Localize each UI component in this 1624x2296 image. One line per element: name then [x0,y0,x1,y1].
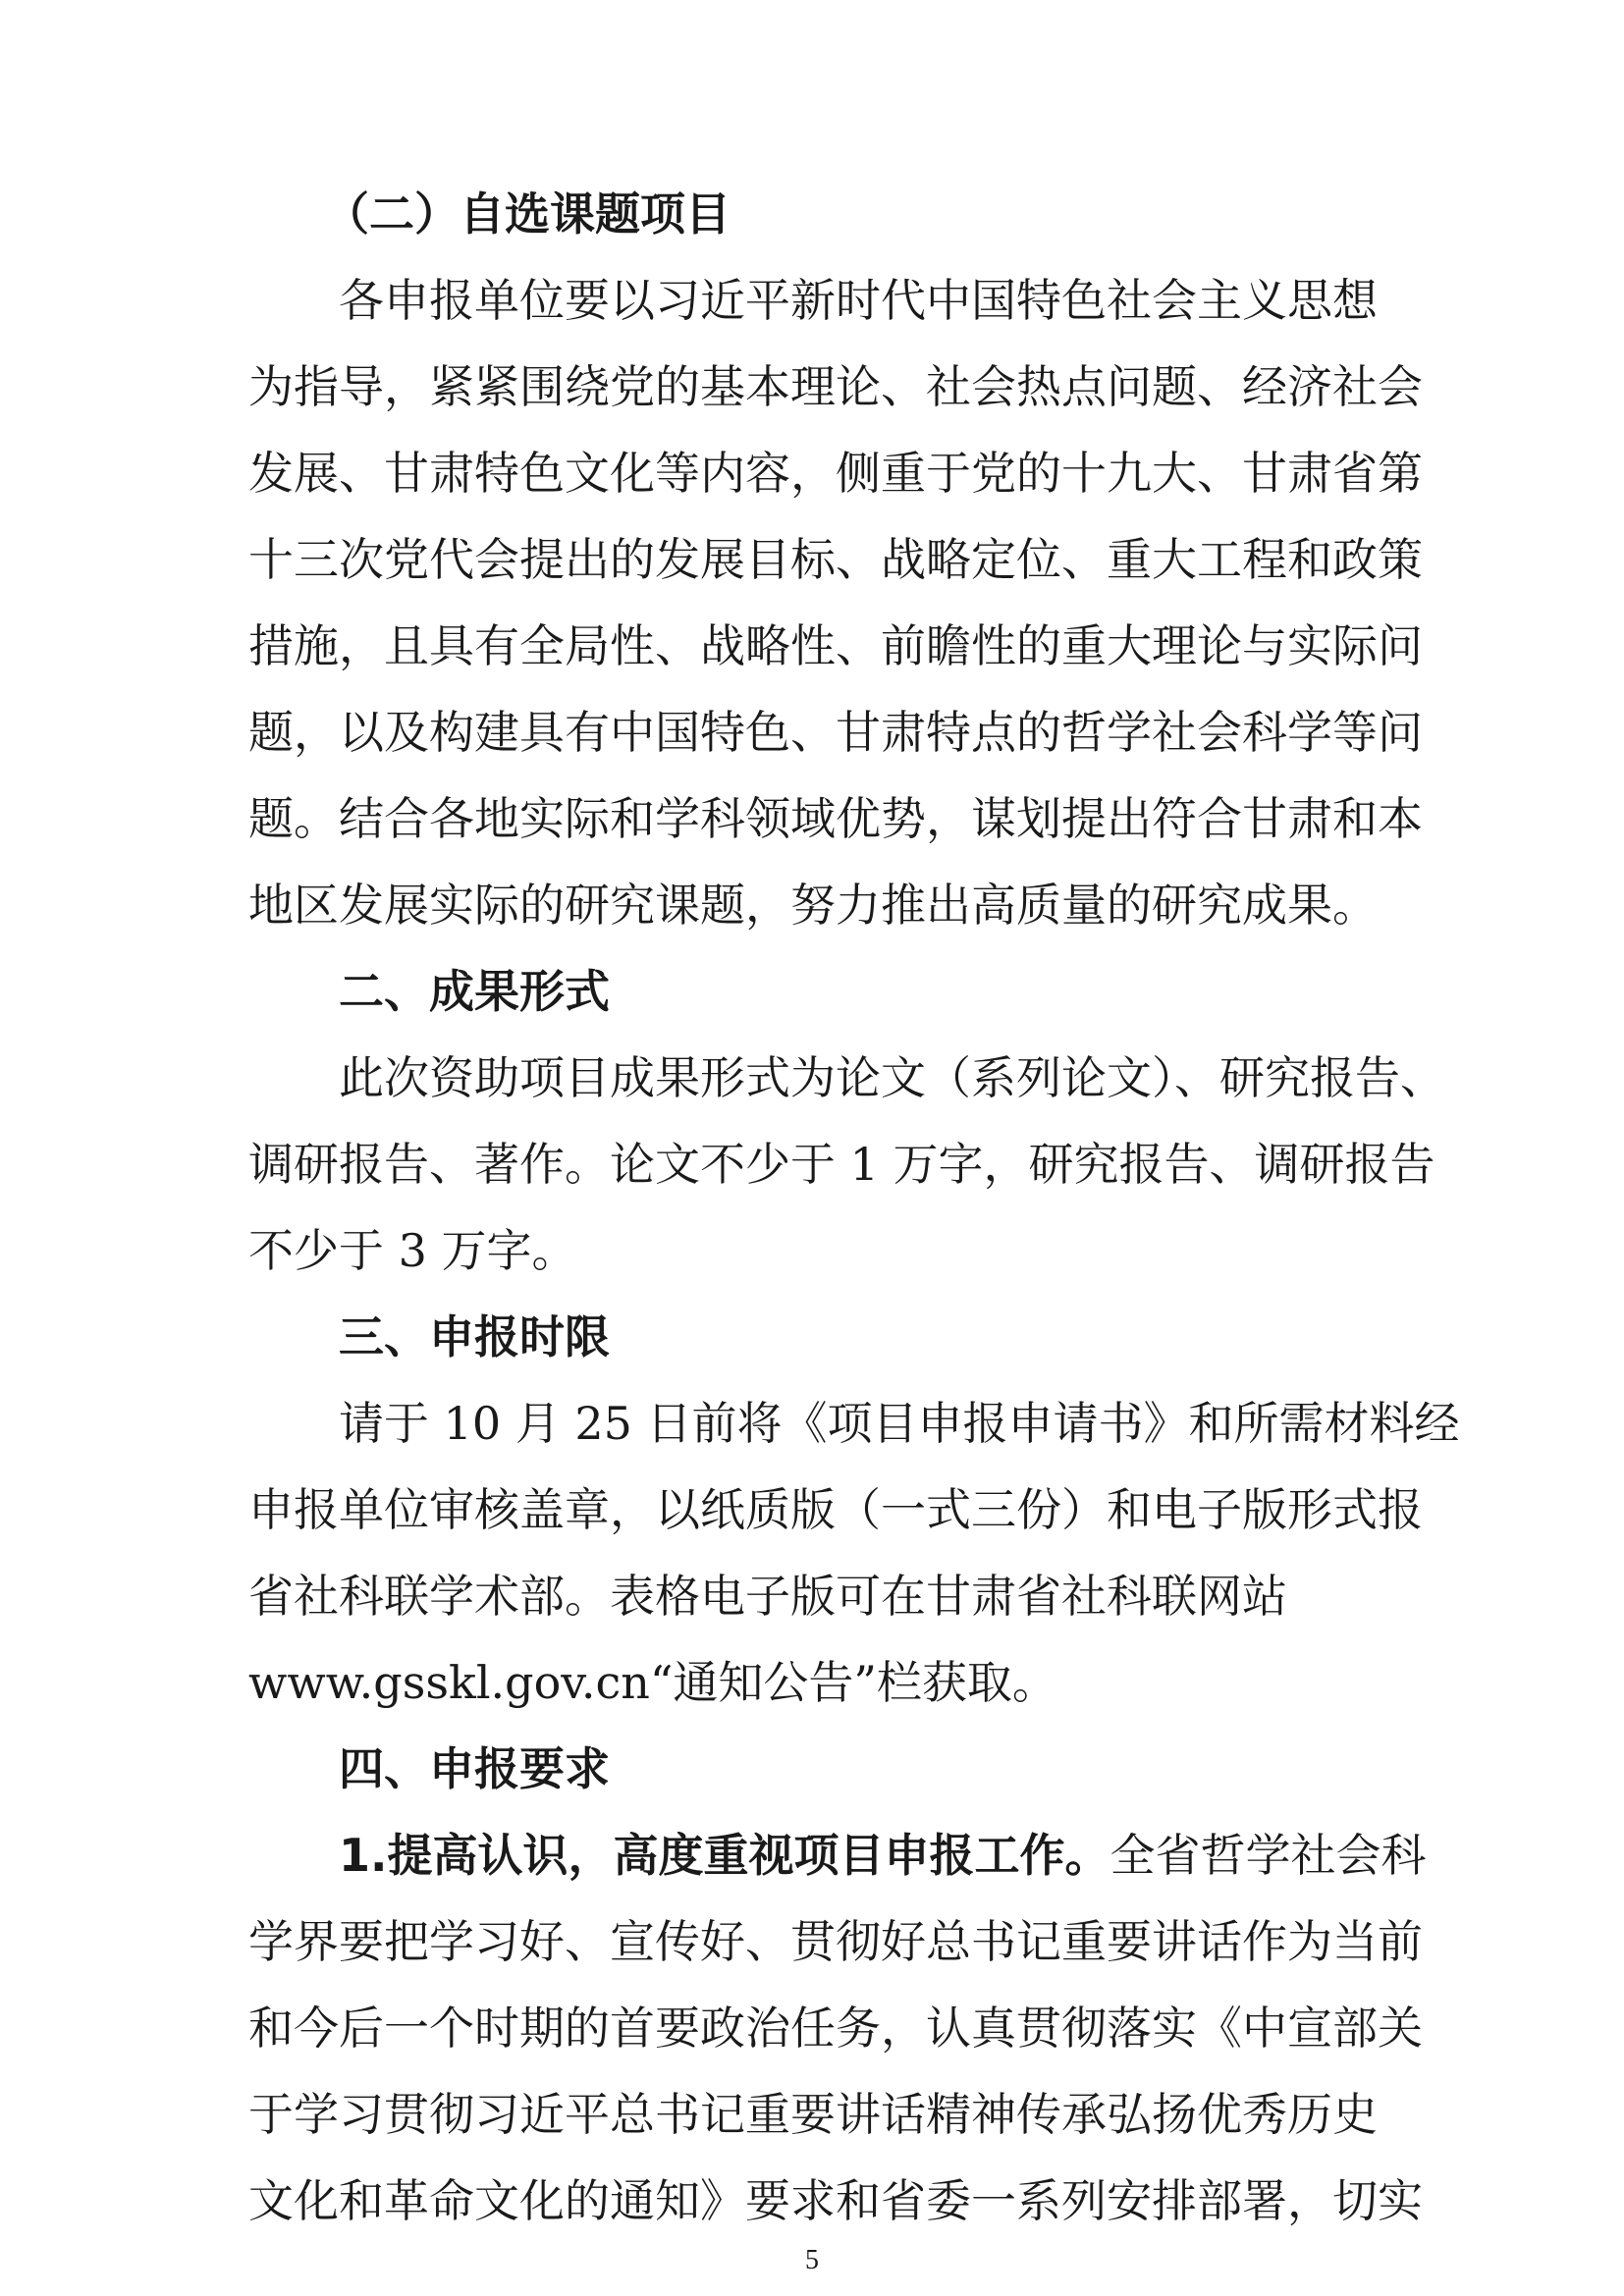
section-heading-text: 三、申报时限 [339,1310,610,1363]
paragraph-line: 十三次党代会提出的发展目标、战略定位、重大工程和政策 [248,533,1423,586]
section-heading [0,957,1624,1026]
subsection-title [0,180,1624,248]
paragraph-line: 此次资助项目成果形式为论文（系列论文）、研究报告、 [339,1051,1445,1104]
paragraph-line [0,1648,1624,1717]
paragraph-line: 申报单位审核盖章，以纸质版（一式三份）和电子版形式报 [248,1483,1423,1536]
paragraph-line: 为指导，紧紧围绕党的基本理论、社会热点问题、经济社会 [248,360,1423,413]
paragraph-line: 调研报告、著作。论文不少于 1 万字，研究报告、调研报告 [248,1138,1435,1191]
paragraph-line: 不少于 3 万字。 [248,1224,577,1277]
paragraph-line: 请于 10 月 25 日前将《项目申报申请书》和所需材料经 [339,1397,1460,1450]
section-heading-text: 四、申报要求 [339,1742,610,1795]
paragraph-line: 学界要把学习好、宣传好、贯彻好总书记重要讲话作为当前 [248,1915,1423,1968]
section-heading [0,1735,1624,1803]
item-first-line: 1.提高认识，高度重视项目申报工作。全省哲学社会科 [339,1829,1427,1882]
paragraph-line: 题，以及构建具有中国特色、甘肃特点的哲学社会科学等问 [248,706,1423,759]
paragraph-line: 省社科联学术部。表格电子版可在甘肃省社科联网站 [248,1570,1287,1623]
section-heading [0,1303,1624,1371]
website-reference: www.gsskl.gov.cn“通知公告”栏获取。 [248,1656,1057,1709]
page-number: 5 [805,2245,819,2275]
section-heading-text: 二、成果形式 [339,965,610,1018]
paragraph-line: 题。结合各地实际和学科领域优势，谋划提出符合甘肃和本 [248,792,1423,845]
item-bold-lead: 1.提高认识，高度重视项目申报工作。 [339,1829,1110,1882]
paragraph-line: 措施，且具有全局性、战略性、前瞻性的重大理论与实际问 [248,619,1423,672]
paragraph-line: 地区发展实际的研究课题，努力推出高质量的研究成果。 [248,879,1378,932]
paragraph-line: 发展、甘肃特色文化等内容，侧重于党的十九大、甘肃省第 [248,447,1423,500]
paragraph-line [0,1821,1624,1890]
paragraph-line: 文化和革命文化的通知》要求和省委一系列安排部署，切实 [248,2174,1423,2227]
paragraph-line: 于学习贯彻习近平总书记重要讲话精神传承弘扬优秀历史 [248,2088,1378,2141]
paragraph-line: 和今后一个时期的首要政治任务，认真贯彻落实《中宣部关 [248,2002,1423,2055]
paragraph-line: 各申报单位要以习近平新时代中国特色社会主义思想 [339,274,1378,327]
subsection-title-text: （二）自选课题项目 [324,187,731,240]
